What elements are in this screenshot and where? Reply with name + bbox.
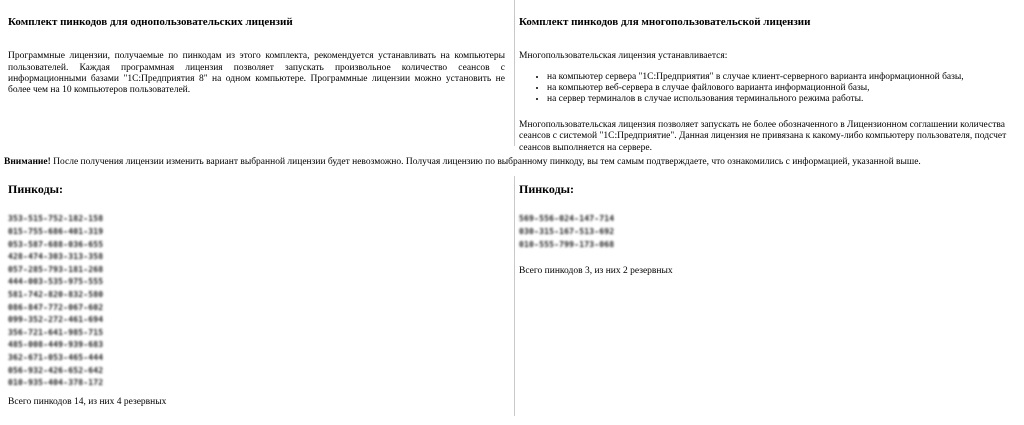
single-pincodes-heading: Пинкоды: bbox=[8, 182, 64, 196]
multi-license-install-list bbox=[519, 72, 1020, 106]
multi-pincodes-heading: Пинкоды: bbox=[519, 182, 575, 196]
pincode: 444-003-535-975-555 bbox=[8, 277, 104, 287]
multi-pincodes-total: Всего пинкодов 3, из них 2 резервных bbox=[519, 266, 673, 277]
multi-license-intro: Многопользовательская лицензия устанавливается: bbox=[519, 51, 728, 62]
multi-pincode-list bbox=[519, 213, 1020, 251]
pincode: 056-932-426-652-642 bbox=[8, 365, 104, 375]
pincode: 057-285-793-181-268 bbox=[8, 264, 104, 274]
warning-text: После получения лицензии изменить вариант выбранной лицензии будет невозможно. Получая лицензию по выбранному пинкоду, вы тем самым подтверждаете, что ознакомились с информацией, указанной выше. bbox=[50, 157, 921, 167]
single-pincodes-section bbox=[0, 176, 514, 425]
list-item: • на компьютер веб-сервера в случае файлового варианта информационной базы, bbox=[547, 83, 1020, 94]
pincode: 356-721-641-985-715 bbox=[8, 327, 104, 337]
single-pincode-list bbox=[8, 213, 506, 389]
pincode: 485-008-449-939-683 bbox=[8, 340, 104, 350]
single-license-heading: Комплект пинкодов для однопользовательских лицензий bbox=[8, 16, 293, 28]
pincode: 099-352-272-461-694 bbox=[8, 315, 104, 325]
pincode: 010-935-404-378-172 bbox=[8, 378, 104, 388]
pincode: 010-555-799-173-068 bbox=[519, 239, 615, 249]
pincode: 569-556-024-147-714 bbox=[519, 214, 615, 224]
single-license-panel bbox=[0, 0, 514, 146]
pincode: 086-847-772-067-602 bbox=[8, 302, 104, 312]
pincode: 428-474-303-313-358 bbox=[8, 252, 104, 262]
multi-license-description: Многопользовательская лицензия позволяет запускать не более обозначенного в Лицензионном соглашении количества сеансов с системой "1С:Предприятие". Данная лицензия не привязана к какому-либо компьютеру пользователя, подсчет сеансов выполняется на сервере. bbox=[519, 119, 1007, 153]
pincode: 353-515-752-182-158 bbox=[8, 214, 104, 224]
multi-license-panel bbox=[514, 0, 1024, 153]
pincode: 030-315-167-513-692 bbox=[519, 226, 615, 236]
pincode: 362-671-053-465-444 bbox=[8, 352, 104, 362]
multi-license-heading: Комплект пинкодов для многопользовательской лицензии bbox=[519, 16, 811, 28]
list-item: • на сервер терминалов в случае использования терминального режима работы. bbox=[547, 94, 1020, 105]
single-pincodes-total: Всего пинкодов 14, из них 4 резервных bbox=[8, 396, 167, 407]
warning-notice bbox=[4, 157, 1020, 168]
single-license-description: Программные лицензии, получаемые по пинкодам из этого комплекта, рекомендуется устанавливать на компьютеры пользователей. Каждая программная лицензия позволяет запускать произвольное количество сеансов с информационными базами "1С:Предприятия 8" на одном компьютере. Программные лицензии можно установить не более чем на 10 компьютеров пользователей. bbox=[8, 51, 505, 96]
warning-label: Внимание! bbox=[4, 157, 51, 167]
list-item: • на компьютер сервера "1С:Предприятия" в случае клиент-серверного варианта информационной базы, bbox=[547, 72, 1020, 83]
multi-pincodes-section bbox=[514, 176, 1024, 416]
pincode: 581-742-820-832-580 bbox=[8, 289, 104, 299]
pincode: 053-587-688-036-655 bbox=[8, 239, 104, 249]
pincode: 015-755-686-401-319 bbox=[8, 226, 104, 236]
